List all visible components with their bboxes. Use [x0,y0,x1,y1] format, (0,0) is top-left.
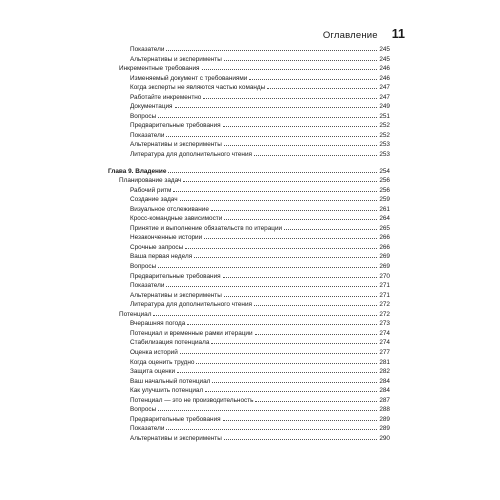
dot-leader [211,337,377,344]
toc-section-entry[interactable] [108,175,390,185]
toc-subsection-entry[interactable] [108,232,390,242]
section-spacer [108,159,390,166]
toc-entry-label: Рабочий ритм [130,186,172,194]
dot-leader [203,92,377,99]
toc-page-number: 252 [379,131,390,139]
dot-leader [153,309,377,316]
toc-subsection-entry[interactable] [108,44,390,54]
toc-subsection-entry[interactable] [108,337,390,347]
dot-leader [223,120,378,127]
toc-entry-title [130,367,175,377]
toc-page-number: 269 [379,253,390,261]
toc-entry-title [119,64,200,74]
toc-page-number: 265 [379,224,390,232]
dot-leader [194,251,377,258]
toc-entry-label: Литература для дополнительного чтения [130,151,252,159]
toc-page-number: 269 [379,263,390,271]
toc-subsection-entry[interactable] [108,223,390,233]
toc-chapter-entry[interactable] [108,166,390,176]
toc-page-number: 266 [379,243,390,251]
toc-subsection-entry[interactable] [108,111,390,121]
toc-page-number: 270 [379,272,390,280]
toc-subsection-entry[interactable] [108,194,390,204]
toc-subsection-entry[interactable] [108,149,390,159]
toc-entry-title [130,140,222,150]
toc-page-number: 271 [379,291,390,299]
toc-subsection-entry[interactable] [108,139,390,149]
toc-entry-label: Вчерашняя погода [130,320,186,328]
toc-page-number: 289 [379,415,390,423]
toc-page-number: 261 [379,205,390,213]
page-number: 11 [391,27,405,41]
toc-entry-label: Инкрементные требования [119,65,200,73]
toc-entry-label: Показатели [130,282,165,290]
toc-entry-label: Срочные запросы [130,243,184,251]
toc-entry-label: Когда эксперты не являются частью команды [130,84,266,92]
toc-entry-label: Показатели [130,131,165,139]
dot-leader [166,280,377,287]
toc-entry-label: Документация [130,103,173,111]
dot-leader [223,271,378,278]
toc-page-number: 245 [379,55,390,63]
toc-subsection-entry[interactable] [108,213,390,223]
toc-entry-title [108,167,166,177]
toc-entry-label: Защита оценки [130,368,176,376]
dot-leader [180,194,378,201]
toc-page-number: 253 [379,141,390,149]
toc-subsection-entry[interactable] [108,130,390,140]
dot-leader [158,261,377,268]
toc-subsection-entry[interactable] [108,328,390,338]
toc-entry-title [130,377,210,387]
toc-entry-label: Предварительные требования [130,122,221,130]
toc-page-number: 254 [379,167,390,175]
toc-subsection-entry[interactable] [108,271,390,281]
toc-entry-label: Ваша первая неделя [130,253,193,261]
toc-entry-label: Кросс-командные зависимости [130,215,223,223]
dot-leader [202,63,378,70]
dot-leader [284,223,377,230]
toc-subsection-entry[interactable] [108,347,390,357]
toc-entry-title [130,112,156,122]
toc-entry-label: Ваш начальный потенциал [130,377,211,385]
toc-subsection-entry[interactable] [108,376,390,386]
toc-entry-title [130,205,209,215]
dot-leader [166,130,377,137]
toc-entry-label: Альтернативы и эксперименты [130,55,222,63]
toc-entry-title [130,150,252,160]
toc-entry-label: Вопросы [130,406,157,414]
dot-leader [205,385,377,392]
toc-page-number: 259 [379,196,390,204]
toc-page-number: 253 [379,151,390,159]
dot-leader [204,232,377,239]
toc-page-number: 289 [379,425,390,433]
toc-subsection-entry[interactable] [108,101,390,111]
toc-page-number: 256 [379,177,390,185]
dot-leader [255,328,378,335]
toc-entry-title [130,319,185,329]
toc-entry-label: Планирование задач [119,177,182,185]
toc-entry-label: Вопросы [130,263,157,271]
dot-leader [224,54,378,61]
toc-subsection-entry[interactable] [108,290,390,300]
toc-entry-title [130,262,156,272]
dot-leader [211,204,377,211]
toc-page-number: 246 [379,65,390,73]
page-header [323,27,405,41]
toc-entry-label: Незаконченные истории [130,234,203,242]
toc-section-entry[interactable] [108,63,390,73]
dot-leader [249,73,377,80]
toc-entry-label: Потенциал [119,310,152,318]
toc-page-number: 284 [379,377,390,385]
toc-page-number: 252 [379,122,390,130]
toc-entry-title [130,291,222,301]
toc-entry-label: Владение [133,167,167,175]
toc-subsection-entry[interactable] [108,120,390,130]
toc-page-number: 272 [379,301,390,309]
dot-leader [267,82,377,89]
toc-entry-title [130,405,156,415]
toc-page-number: 246 [379,74,390,82]
toc-subsection-entry[interactable] [108,366,390,376]
toc-page-number: 284 [379,387,390,395]
toc-entry-title [130,214,222,224]
toc-subsection-entry[interactable] [108,414,390,424]
toc-page-number: 271 [379,282,390,290]
toc-entry-label: Потенциал — это не производительность [130,396,254,404]
dot-leader [212,376,377,383]
toc-subsection-entry[interactable] [108,395,390,405]
running-title: Оглавление [322,30,378,41]
dot-leader [223,414,378,421]
toc-page-number: 273 [379,320,390,328]
toc-entry-label: Предварительные требования [130,415,221,423]
toc-entry-label: Изменяемый документ с требованиями [130,74,248,82]
toc-page-number: 266 [379,234,390,242]
toc-page-number: 287 [379,396,390,404]
toc-entry-label: Потенциал и временные рамки итерации [130,329,253,337]
toc-entry-label: Визуальное отслеживание [130,205,209,213]
toc-subsection-entry[interactable] [108,54,390,64]
toc-subsection-entry[interactable] [108,385,390,395]
toc-page-number: 281 [379,358,390,366]
toc-subsection-entry[interactable] [108,251,390,261]
toc-page-number: 256 [379,186,390,194]
toc-entry-label: Стабилизация потенциала [130,339,210,347]
toc-entry-label: Когда оценить трудно [130,358,195,366]
toc-entry-label: Как улучшить потенциал [130,387,204,395]
toc-subsection-entry[interactable] [108,73,390,83]
toc-entry-title [130,281,164,291]
dot-leader [166,44,377,51]
toc-entry-title [130,424,164,434]
toc-entry-label: Принятие и выполнение обязательств по итерации [130,224,283,232]
dot-leader [185,242,377,249]
toc-subsection-entry[interactable] [108,318,390,328]
toc-entry-title [130,434,222,444]
dot-leader [180,347,378,354]
toc-entry-label: Создание задач [130,196,178,204]
toc-entry-title [130,74,247,84]
toc-entry-label: Работайте инкрементно [130,93,202,101]
dot-leader [183,175,377,182]
dot-leader [255,395,377,402]
toc-subsection-entry[interactable] [108,423,390,433]
toc-subsection-entry[interactable] [108,185,390,195]
toc-page-number: 251 [379,112,390,120]
toc-entry-title [130,186,171,196]
toc-page-number: 245 [379,46,390,53]
toc-entry-title [130,131,164,141]
dot-leader [196,357,377,364]
toc-entry-label: Вопросы [130,112,157,120]
toc-entry-title [130,386,203,396]
toc-page-number: 247 [379,93,390,101]
toc-page-number: 288 [379,406,390,414]
dot-leader [173,185,377,192]
dot-leader [158,111,377,118]
dot-leader [187,318,377,325]
dot-leader [177,366,377,373]
toc-subsection-entry[interactable] [108,204,390,214]
toc-page-number: 282 [379,368,390,376]
toc-page-number: 249 [379,103,390,111]
toc-entry-title [130,348,178,358]
toc-subsection-entry[interactable] [108,242,390,252]
toc-page-number: 277 [379,348,390,356]
dot-leader [254,299,377,306]
toc-subsection-entry[interactable] [108,261,390,271]
toc-entry-label: Альтернативы и эксперименты [130,434,222,442]
toc-page-number: 274 [379,329,390,337]
toc-subsection-entry[interactable] [108,404,390,414]
toc-subsection-entry[interactable] [108,280,390,290]
dot-leader [224,290,378,297]
toc-entry-title [130,45,164,55]
toc-subsection-entry[interactable] [108,357,390,367]
toc-entry-label: Показатели [130,425,165,433]
dot-leader [224,213,377,220]
toc-entry-title [119,176,181,186]
dot-leader [175,101,378,108]
toc-page-number: 290 [379,434,390,442]
table-of-contents [108,44,390,442]
dot-leader [224,433,378,440]
toc-page-number: 272 [379,310,390,318]
toc-entry-title [119,310,151,320]
toc-page-number: 274 [379,339,390,347]
toc-subsection-entry[interactable] [108,299,390,309]
toc-subsection-entry[interactable] [108,92,390,102]
toc-entry-title [130,195,178,205]
toc-subsection-entry[interactable] [108,433,390,443]
toc-subsection-entry[interactable] [108,82,390,92]
toc-entry-label: Показатели [130,46,165,53]
toc-entry-title [130,243,183,253]
toc-entry-label: Литература для дополнительного чтения [130,301,252,309]
dot-leader [166,423,377,430]
toc-entry-label: Предварительные требования [130,272,221,280]
dot-leader [224,139,378,146]
toc-page-number: 247 [379,84,390,92]
toc-entry-label: Оценка историй [130,348,178,356]
dot-leader [254,149,377,156]
dot-leader [168,166,377,173]
toc-page-number: 264 [379,215,390,223]
toc-entry-label: Альтернативы и эксперименты [130,141,222,149]
dot-leader [158,404,377,411]
chapter-number: Глава 9. [108,167,134,175]
toc-section-entry[interactable] [108,309,390,319]
toc-entry-label: Альтернативы и эксперименты [130,291,222,299]
